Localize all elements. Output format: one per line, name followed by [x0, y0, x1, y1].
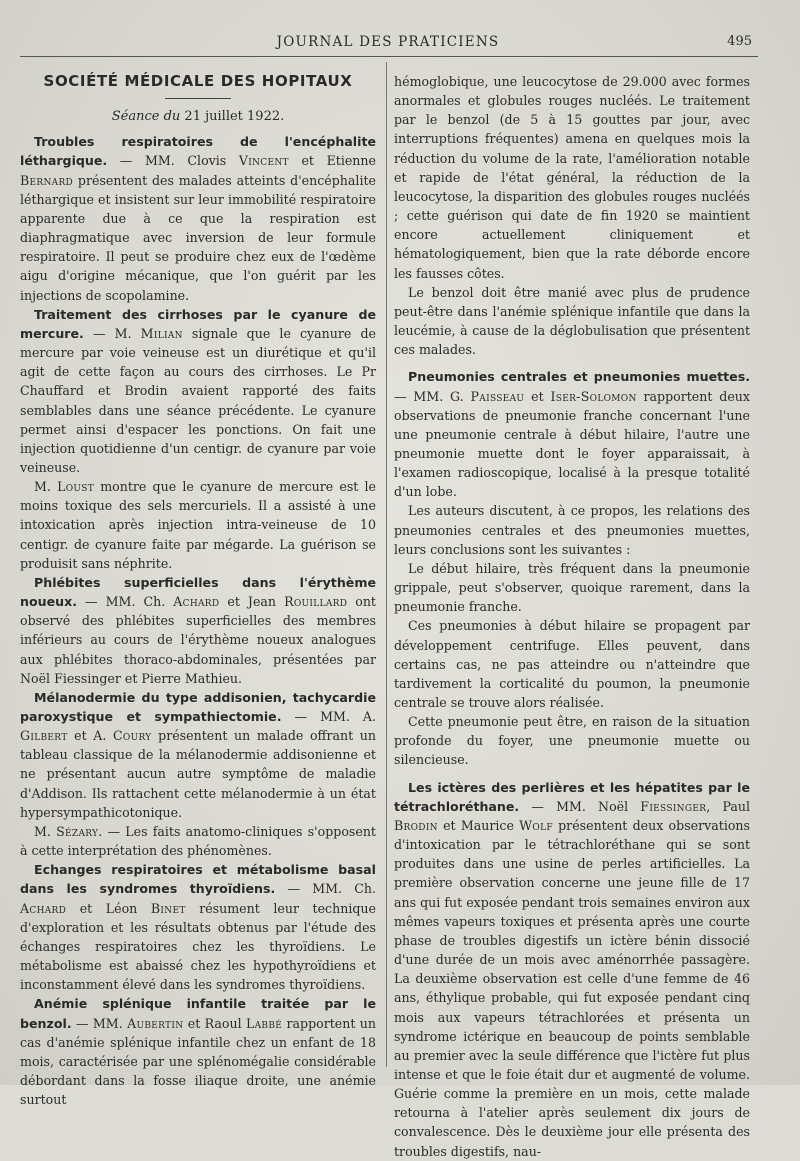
column-divider [386, 62, 387, 1067]
article-body: ont observé des phlébites superficielles des membres inférieurs au cours de l'érythème noueux analogues aux phlébites thoraco-abdominales, présentées par Noël Fiessinger et Pierre Mathieu. [20, 594, 376, 686]
article-body: présentent un malade offrant un tableau classique de la mélanodermie addisonienne et ne présentant aucun autre symptôme de maladie d'Addison. Ils rattachent cette mélanodermie à un état hypersympathicotonique. [20, 728, 377, 820]
article-body: rapportent deux observations de pneumonie franche concernant l'une une pneumonie centrale à début hilaire, l'autre une pneumonie muette dont le foyer apparaissait, à l'examen radioscopique, localisé à la presque totalité d'un lobe. [394, 388, 750, 500]
author-name: Achard [20, 900, 67, 916]
paragraph-auteurs: Les auteurs discutent, à ce propos, les relations des pneumonies centrales et des pneumonies muettes, leurs conclusions sont les suivantes : [394, 503, 750, 557]
author-name: Rouillard [284, 594, 348, 610]
article-title: Mélanodermie du type addisonien, tachycardie paroxystique et sympathiectomie. [20, 689, 376, 724]
author-name: Iser-Solomon [550, 388, 637, 404]
article-phlebites: Phlébites superficielles dans l'érythème noueux. — MM. Ch. Achard et Jean Rouillard ont observé des phlébites superficielles des membres inférieurs au cours de l'érythème noueux analogues aux phlébites thoraco-abdominales, présentées par Noël Fiessinger et Pierre Mathieu. [20, 574, 376, 686]
author-name: Coury [112, 728, 152, 744]
author-name: Binet [150, 900, 186, 916]
article-encephalite: Troubles respiratoires de l'encéphalite léthargique. — MM. Clovis Vincent et Etienne Bernard présentent des malades atteints d'encéphalite léthargique et insistent sur leur immobilité respiratoire apparente due à ce que la respiration est diaphragmatique avec inversion de leur formule respiratoire. Il peut se produire chez eux de l'œdème aigu d'origine mécanique, que l'on guérit par les injections de scopolamine. [20, 134, 376, 303]
article-body: . — Les faits anatomo-cliniques s'opposent à cette interprétation des phénomènes. [20, 823, 376, 859]
author-name: Labbé [245, 1015, 283, 1031]
journal-title: JOURNAL DES PRATICIENS [276, 34, 500, 50]
article-body: signale que le cyanure de mercure par voie veineuse est un diurétique et qu'il agit de cette façon au cours des cirrhoses. Le Pr Chauffard et Brodin avaient rapporté des faits semblables dans une séance précédente. Le cyanure permet ainsi d'espacer les ponctions. On fait une injection quotidienne d'un centigr. de cyanure par voie veineuse. [20, 325, 376, 475]
article-title: Phlébites superficielles dans l'érythème noueux. [20, 574, 376, 610]
article-title: Traitement des cirrhoses par le cyanure de mercure. [20, 306, 376, 341]
article-body: présentent des malades atteints d'encéphalite léthargique et insistent sur leur immobilité respiratoire apparente due à ce que la respiration est diaphragmatique avec inversion de leur formule respiratoire. Il peut se produire chez eux de l'œdème aigu d'origine mécanique, que l'on guérit par les injections de scopolamine. [20, 172, 376, 303]
author-name: Bernard [20, 172, 74, 188]
author-name: Paisseau [470, 388, 525, 404]
author-name: Brodin [394, 817, 438, 833]
paragraph-benzol: Le benzol doit être manié avec plus de prudence peut-être dans l'anémie splénique infantile que dans la leucémie, à cause de la déglobulisation que présentent ces malades. [394, 284, 750, 358]
author-name: Achard [173, 594, 220, 610]
article-title: Anémie splénique infantile traitée par le benzol. [20, 996, 376, 1031]
page-number: 495 [727, 34, 752, 49]
paragraph-debut-hilaire: Le début hilaire, très fréquent dans la pneumonie grippale, peut s'observer, quoique rarement, dans la pneumonie franche. [394, 560, 750, 615]
running-head [24, 30, 752, 54]
paragraph-sezary: M. Sézary. — Les faits anatomo-cliniques s'opposent à cette interprétation des phénomènes. [20, 823, 376, 859]
article-title: Les ictères des perlières et les hépatites par le tétrachloréthane. [394, 779, 750, 814]
article-echanges: Echanges respiratoires et métabolisme basal dans les syndromes thyroïdiens. — MM. Ch. Achard et Léon Binet résument leur technique d'exploration et les résultats obtenus par l'étude des échanges respiratoires chez les thyroïdiens. Le métabolisme est abaissé chez les hypothyroïdiens et inconstamment élevé dans les syndromes thyroïdiens. [20, 862, 376, 993]
left-column [20, 68, 376, 1109]
author-name: Vincent [238, 153, 289, 169]
article-title: Troubles respiratoires de l'encéphalite léthargique. [20, 134, 376, 169]
session-date: 21 juillet 1922. [184, 109, 285, 125]
article-icteres: Les ictères des perlières et les hépatites par le tétrachloréthane. — MM. Noël Fiessinger, Paul Brodin et Maurice Wolf présentent deux observations d'intoxication par le tétrachloréthane qui se sont produites dans une usine de perles artificielles. La première observation concerne une jeune fille de 17 ans qui fut exposée pendant trois semaines environ aux mêmes vapeurs toxiques et présenta après une courte phase de troubles digestifs un ictère bénin dissocié d'une durée de un mois avec aménorrhée passagère. La deuxième observation est celle d'une femme de 46 ans, éthylique probable, qui fut exposée pendant cinq mois aux vapeurs tétrachlorées et présenta un syndrome ictérique en beaucoup de points semblable au premier avec la seule différence que l'ictère fut plus intense et que le foie était dur et augmenté de volume. Guérie comme la première en un mois, cette malade retourna à l'atelier après seulement dix jours de convalescence. Dès le deuxième jour elle présenta des troubles digestifs, nau- [394, 779, 751, 1159]
article-anemie: Anémie splénique infantile traitée par le benzol. — MM. Aubertin et Raoul Labbé rapportent un cas d'anémie splénique infantile chez un enfant de 18 mois, caractérisée par une splénomégalie considérable débordant dans la fosse iliaque droite, une anémie surtout [20, 996, 377, 1108]
article-body: rapportent un cas d'anémie splénique infantile chez un enfant de 18 mois, caractérisée par une splénomégalie considérable débordant dans la fosse iliaque droite, une anémie surtout [20, 1015, 377, 1108]
paragraph-pneumonie-muette: Cette pneumonie peut être, en raison de la situation profonde du foyer, une pneumonie muette ou silencieuse. [394, 714, 750, 768]
article-body: résument leur technique d'exploration et les résultats obtenus par l'étude des échanges respiratoires chez les thyroïdiens. Le métabolisme est abaissé chez les hypothyroïdiens et inconstamment élevé dans les syndromes thyroïdiens. [20, 900, 376, 993]
society-title: SOCIÉTÉ MÉDICALE DES HOPITAUX [43, 72, 353, 90]
author-name: Sézary [56, 823, 99, 839]
article-body: montre que le cyanure de mercure est le moins toxique des sels mercuriels. Il a assisté à une intoxication après injection intra-veineuse de 10 centigr. de cyanure faite par mégarde. La guérison se produisit sans néphrite. [20, 479, 376, 571]
right-column [394, 72, 750, 1161]
article-cirrhoses: Traitement des cirrhoses par le cyanure de mercure. — M. Milian signale que le cyanure de mercure par voie veineuse est un diurétique et qu'il agit de cette façon au cours des cirrhoses. Le Pr Chauffard et Brodin avaient rapporté des faits semblables dans une séance précédente. Le cyanure permet ainsi d'espacer les ponctions. On fait une injection quotidienne d'un centigr. de cyanure par voie veineuse. [20, 306, 376, 475]
session-label: Séance du [111, 109, 181, 125]
title-rule [165, 98, 231, 99]
author-name: Loust [57, 479, 95, 495]
paragraph-propagation: Ces pneumonies à début hilaire se propagent par développement centrifuge. Elles peuvent, dans certains cas, ne pas atteindre ou n'atteindre que tardivement la corticalité du poumon, la pneumonie centrale se trouve alors réalisée. [394, 618, 750, 710]
article-melanodermie: Mélanodermie du type addisonien, tachycardie paroxystique et sympathiectomie. — MM. A. Gilbert et A. Coury présentent un malade offrant un tableau classique de la mélanodermie addisonienne et ne présentant aucun autre symptôme de maladie d'Addison. Ils rattachent cette mélanodermie à un état hypersympathicotonique. [20, 689, 377, 820]
header-rule [20, 56, 758, 57]
author-name: Milian [140, 325, 183, 341]
article-title: Echanges respiratoires et métabolisme basal dans les syndromes thyroïdiens. [20, 862, 376, 897]
author-name: Gilbert [20, 728, 68, 744]
article-body: présentent deux observations d'intoxication par le tétrachloréthane qui se sont produites dans une usine de perles artificielles. La première observation concerne une jeune fille de 17 ans qui fut exposée pendant trois semaines environ aux mêmes vapeurs toxiques et présenta après une courte phase de troubles digestifs un ictère bénin dissocié d'une durée de un mois avec aménorrhée passagère. La deuxième observation est celle d'une femme de 46 ans, éthylique probable, qui fut exposée pendant cinq mois aux vapeurs tétrachlorées et présenta un syndrome ictérique en beaucoup de points semblable au premier avec la seule différence que l'ictère fut plus intense et que le foie était dur et augmenté de volume. Guérie comme la première en un mois, cette malade retourna à l'atelier après seulement dix jours de convalescence. Dès le deuxième jour elle présenta des troubles digestifs, nau- [394, 817, 751, 1159]
paragraph-loust: M. Loust montre que le cyanure de mercure est le moins toxique des sels mercuriels. Il a assisté à une intoxication après injection intra-veineuse de 10 centigr. de cyanure faite par mégarde. La guérison se produisit sans néphrite. [20, 479, 376, 571]
article-title: Pneumonies centrales et pneumonies muettes. [408, 369, 750, 385]
session-line [20, 107, 376, 126]
author-name: Wolf [519, 817, 553, 833]
author-name: Fiessinger [640, 798, 707, 814]
article-pneumonies: Pneumonies centrales et pneumonies muettes. — MM. G. Paisseau et Iser-Solomon rapportent deux observations de pneumonie franche concernant l'une une pneumonie centrale à début hilaire, l'autre une pneumonie muette dont le foyer apparaissait, à l'examen radioscopique, localisé à la presque totalité d'un lobe. [394, 369, 750, 500]
paragraph-anemie-cont: hémoglobique, une leucocytose de 29.000 avec formes anormales et globules rouges nucléés. Le traitement par le benzol (de 5 à 15 gouttes par jour, avec interruptions fréquentes) amena en quelques mois la réduction du volume de la rate, l'amélioration notable et rapide de l'état général, la réduction de la leucocytose, la disparition des globules rouges nucléés ; cette guérison qui date de fin 1920 se maintient encore actuellement cliniquement et hématologiquement, bien que la rate déborde encore les fausses côtes. [394, 74, 750, 281]
author-name: Aubertin [127, 1015, 184, 1031]
